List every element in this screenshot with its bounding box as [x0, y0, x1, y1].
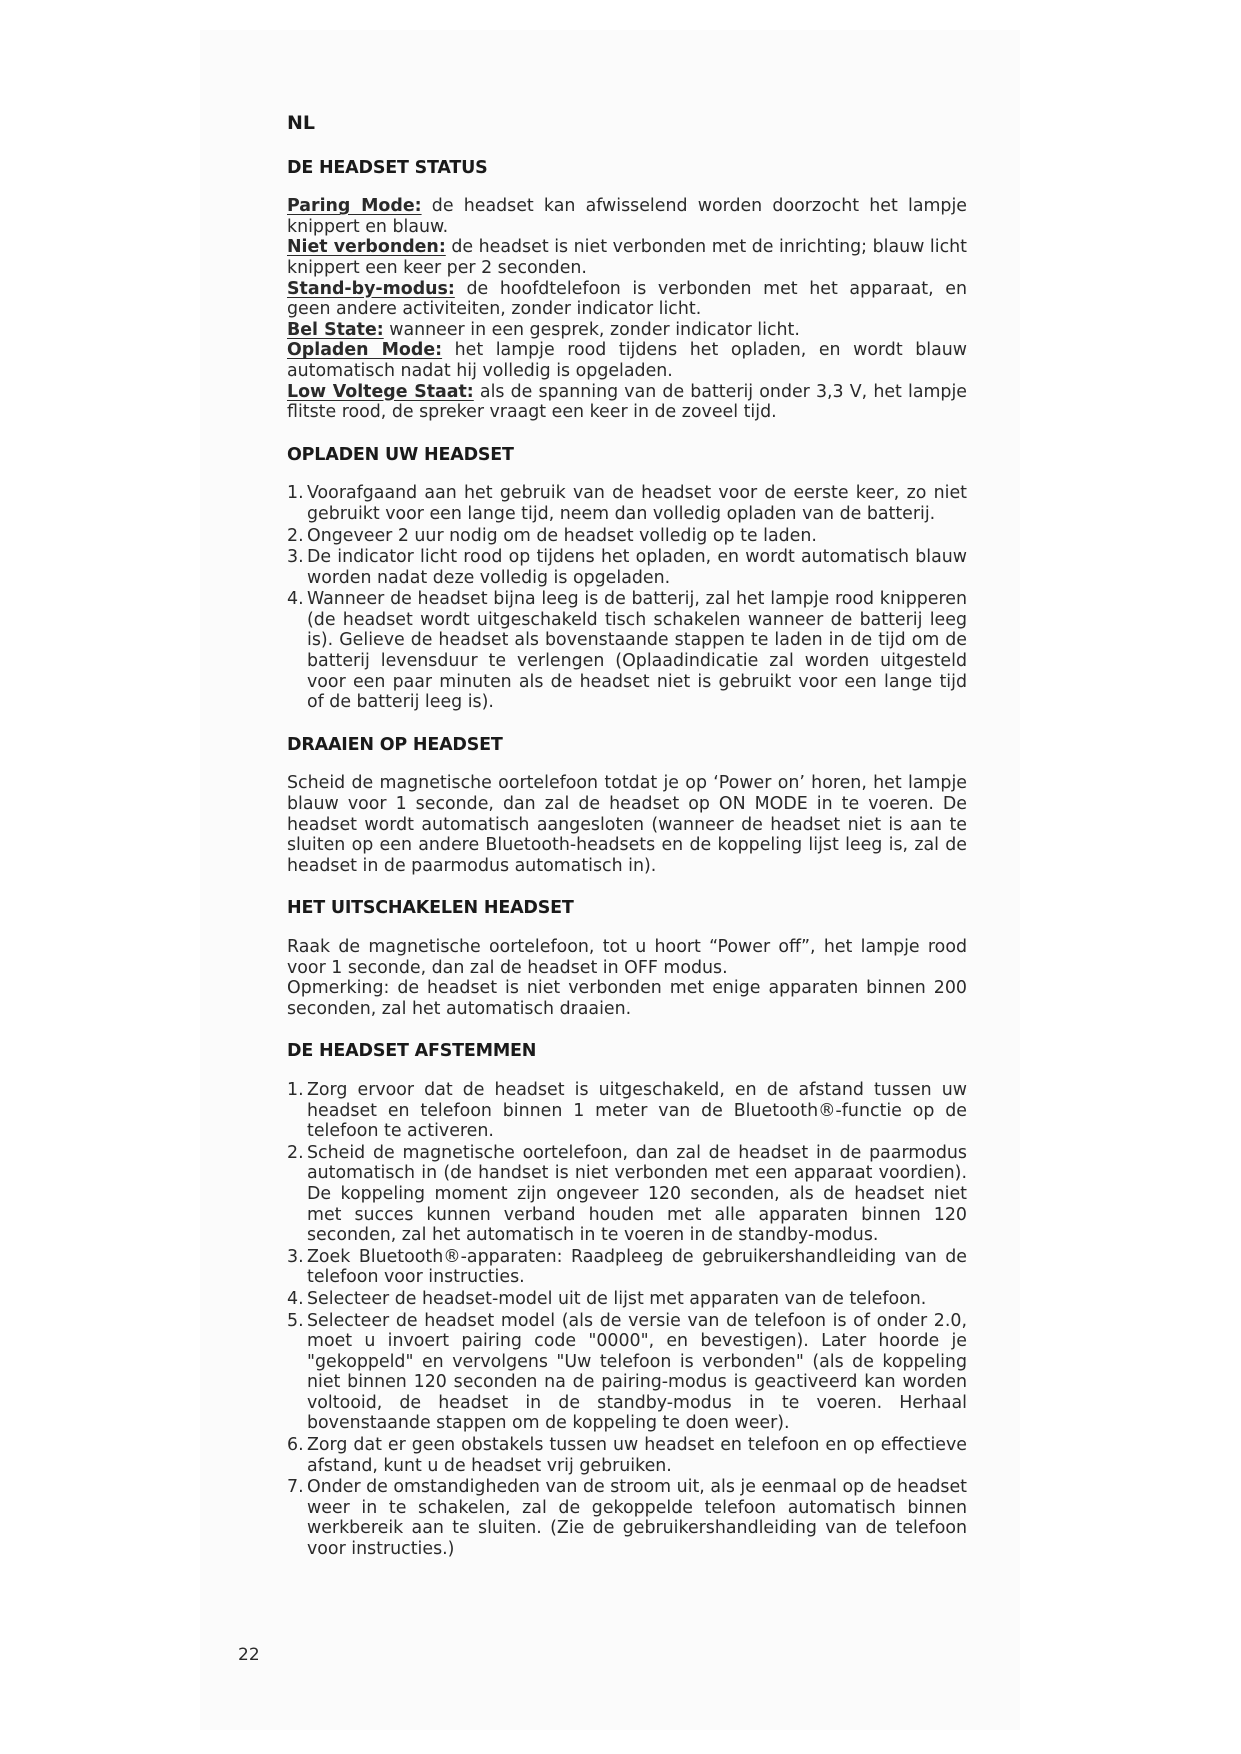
list-text: Zoek Bluetooth®-apparaten: Raadpleeg de gebruikershandleiding van de telefoon voor instructies. [307, 1246, 967, 1288]
list-item [287, 1435, 967, 1476]
list-text: Wanneer de headset bijna leeg is de batterij, zal het lampje rood knipperen (de headset wordt uitgeschakeld tisch schakelen wanneer de batterij leeg is). Gelieve de headset als bovenstaande stappen te laden in de tijd om de batterij levensduur te verlengen (Oplaadindicatie zal worden uitgesteld voor een paar minuten als de headset niet is gebruikt voor een lange tijd of de batterij leeg is). [307, 589, 967, 713]
power-off-note: Opmerking: de headset is niet verbonden met enige apparaten binnen 200 seconden, zal het automatisch draaien. [287, 978, 967, 1019]
list-item [287, 1477, 967, 1559]
section-charging [287, 445, 967, 713]
list-number: 4. [287, 589, 304, 610]
section-pairing [287, 1041, 967, 1559]
section-power-on [287, 735, 967, 877]
list-number: 6. [287, 1435, 304, 1456]
status-item [287, 382, 967, 423]
list-number: 1. [287, 1079, 304, 1100]
section-headset-status [287, 158, 967, 423]
list-text: Zorg ervoor dat de headset is uitgeschakeld, en de afstand tussen uw headset en telefoon binnen 1 meter van de Bluetooth®-functie op de telefoon te activeren. [307, 1079, 967, 1142]
status-item [287, 196, 967, 237]
list-item [287, 526, 967, 547]
list-text: Scheid de magnetische oortelefoon, dan zal de headset in de paarmodus automatisch in (de handset is niet verbonden met een apparaat voordien). De koppeling moment zijn ongeveer 120 seconden, als de headset niet met succes kunnen verband houden met alle apparaten binnen 120 seconden, zal het automatisch in te voeren in de standby-modus. [307, 1142, 967, 1246]
list-number: 3. [287, 547, 304, 568]
pairing-list [287, 1080, 967, 1560]
list-item [287, 1289, 967, 1310]
heading-power-off: HET UITSCHAKELEN HEADSET [287, 898, 574, 919]
list-item [287, 1143, 967, 1246]
list-number: 4. [287, 1288, 304, 1309]
status-label: Bel State: [287, 319, 384, 340]
status-label: Niet verbonden: [287, 237, 446, 258]
power-off-text: Raak de magnetische oortelefoon, tot u hoort “Power off”, het lampje rood voor 1 seconde, dan zal de headset in OFF modus. [287, 937, 967, 978]
list-number: 5. [287, 1310, 304, 1331]
status-text: de headset kan afwisselend worden doorzocht het lampje knippert en blauw. [287, 196, 967, 237]
heading-pairing: DE HEADSET AFSTEMMEN [287, 1041, 537, 1062]
power-on-text: Scheid de magnetische oortelefoon totdat je op ‘Power on’ horen, het lampje blauw voor 1 seconde, dan zal de headset op ON MODE in te voeren. De headset wordt automatisch aangesloten (wanneer de headset niet is aan te sluiten op een andere Bluetooth-headsets en de koppeling lijst leeg is, zal de headset in de paarmodus automatisch in). [287, 773, 967, 876]
status-text: de hoofdtelefoon is verbonden met het apparaat, en geen andere activiteiten, zonder indicator licht. [287, 278, 967, 320]
section-power-off [287, 898, 967, 1019]
list-text: Selecteer de headset model (als de versie van de telefoon is of onder 2.0, moet u invoert pairing code "0000", en bevestigen). Later hoorde je "gekoppeld" en vervolgens "Uw telefoon is verbonden" (als de koppeling niet binnen 120 seconden na de pairing-modus is geactiveerd kan worden voltooid, de headset in de standby-modus in te voeren. Herhaal bovenstaande stappen om de koppeling te doen weer). [307, 1310, 967, 1434]
status-item [287, 279, 967, 320]
list-item [287, 547, 967, 588]
status-text: het lampje rood tijdens het opladen, en wordt blauw automatisch nadat hij volledig is opgeladen. [287, 340, 967, 381]
list-item [287, 1247, 967, 1288]
list-text: Voorafgaand aan het gebruik van de headset voor de eerste keer, zo niet gebruikt voor een lange tijd, neem dan volledig opladen van de batterij. [307, 483, 967, 524]
language-label: NL [287, 112, 316, 134]
heading-headset-status: DE HEADSET STATUS [287, 157, 488, 178]
list-item [287, 1311, 967, 1435]
list-text: De indicator licht rood op tijdens het opladen, en wordt automatisch blauw worden nadat deze volledig is opgeladen. [307, 547, 967, 588]
list-text: Selecteer de headset-model uit de lijst met apparaten van de telefoon. [307, 1288, 927, 1309]
charging-list [287, 483, 967, 713]
heading-charging: OPLADEN UW HEADSET [287, 444, 514, 465]
list-item [287, 1080, 967, 1142]
status-label: Stand-by-modus: [287, 278, 455, 299]
status-item [287, 340, 967, 381]
status-text: als de spanning van de batterij onder 3,3 V, het lampje flitste rood, de spreker vraagt een keer in de zoveel tijd. [287, 381, 967, 423]
status-label: Low Voltege Staat: [287, 381, 474, 402]
list-number: 1. [287, 483, 304, 504]
document-body [287, 113, 967, 1582]
status-item [287, 320, 967, 341]
status-item [287, 237, 967, 278]
list-text: Zorg dat er geen obstakels tussen uw headset en telefoon en op effectieve afstand, kunt u de headset vrij gebruiken. [307, 1435, 967, 1476]
heading-power-on: DRAAIEN OP HEADSET [287, 734, 503, 755]
status-text: de headset is niet verbonden met de inrichting; blauw licht knippert een keer per 2 seconden. [287, 237, 967, 278]
list-item [287, 589, 967, 713]
list-number: 2. [287, 525, 304, 546]
status-label: Paring Mode: [287, 196, 422, 217]
status-label: Opladen Mode: [287, 340, 443, 361]
list-item [287, 483, 967, 524]
list-number: 3. [287, 1246, 304, 1267]
list-number: 7. [287, 1477, 304, 1498]
list-number: 2. [287, 1142, 304, 1163]
list-text: Onder de omstandigheden van de stroom uit, als je eenmaal op de headset weer in te schakelen, zal de gekoppelde telefoon automatisch binnen werkbereik aan te sluiten. (Zie de gebruikershandleiding van de telefoon voor instructies.) [307, 1477, 967, 1560]
page-number: 22 [238, 1645, 260, 1665]
status-text: wanneer in een gesprek, zonder indicator licht. [383, 319, 800, 340]
list-text: Ongeveer 2 uur nodig om de headset volledig op te laden. [307, 525, 817, 546]
